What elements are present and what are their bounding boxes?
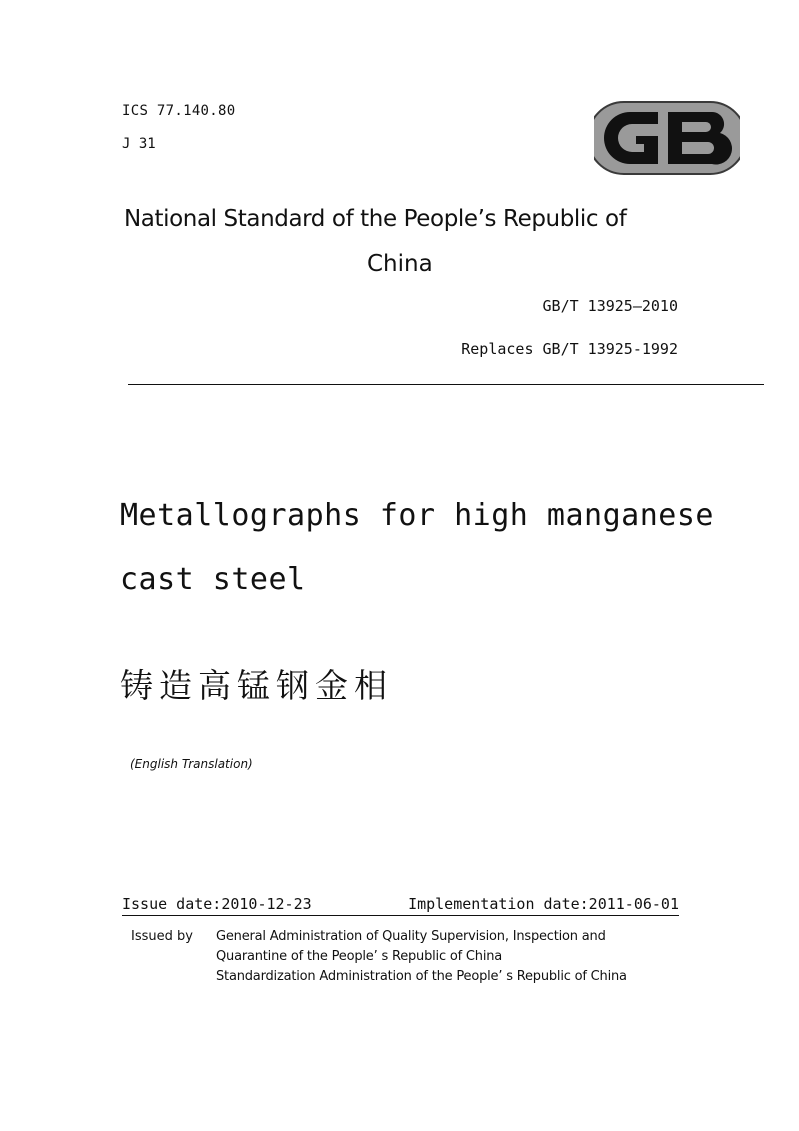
issuer-line: General Administration of Quality Supervision, Inspection and (216, 929, 606, 944)
issuer-line: Standardization Administration of the People’ s Republic of China (216, 969, 627, 984)
document-title-chinese: 铸造高锰钢金相 (120, 666, 393, 705)
replaces-note: Replaces GB/T 13925-1992 (461, 340, 678, 358)
standard-title-line-1: National Standard of the People’s Republic of (124, 206, 627, 232)
ics-code: ICS 77.140.80 (122, 103, 236, 119)
gb-logo (594, 100, 740, 176)
document-title-line-2: cast steel (120, 562, 306, 597)
standard-title-line-2: China (367, 251, 433, 277)
issue-date: Issue date:2010-12-23 (122, 895, 312, 913)
document-title-line-1: Metallographs for high manganese (120, 498, 714, 533)
dates-divider (122, 915, 679, 916)
ccs-code: J 31 (122, 136, 156, 152)
issued-by-label: Issued by (131, 929, 193, 944)
translation-note: (English Translation) (130, 757, 253, 771)
implementation-date: Implementation date:2011-06-01 (408, 895, 679, 913)
standard-number: GB/T 13925—2010 (542, 297, 678, 315)
header-divider (128, 384, 764, 385)
issuer-line: Quarantine of the People’ s Republic of China (216, 949, 503, 964)
